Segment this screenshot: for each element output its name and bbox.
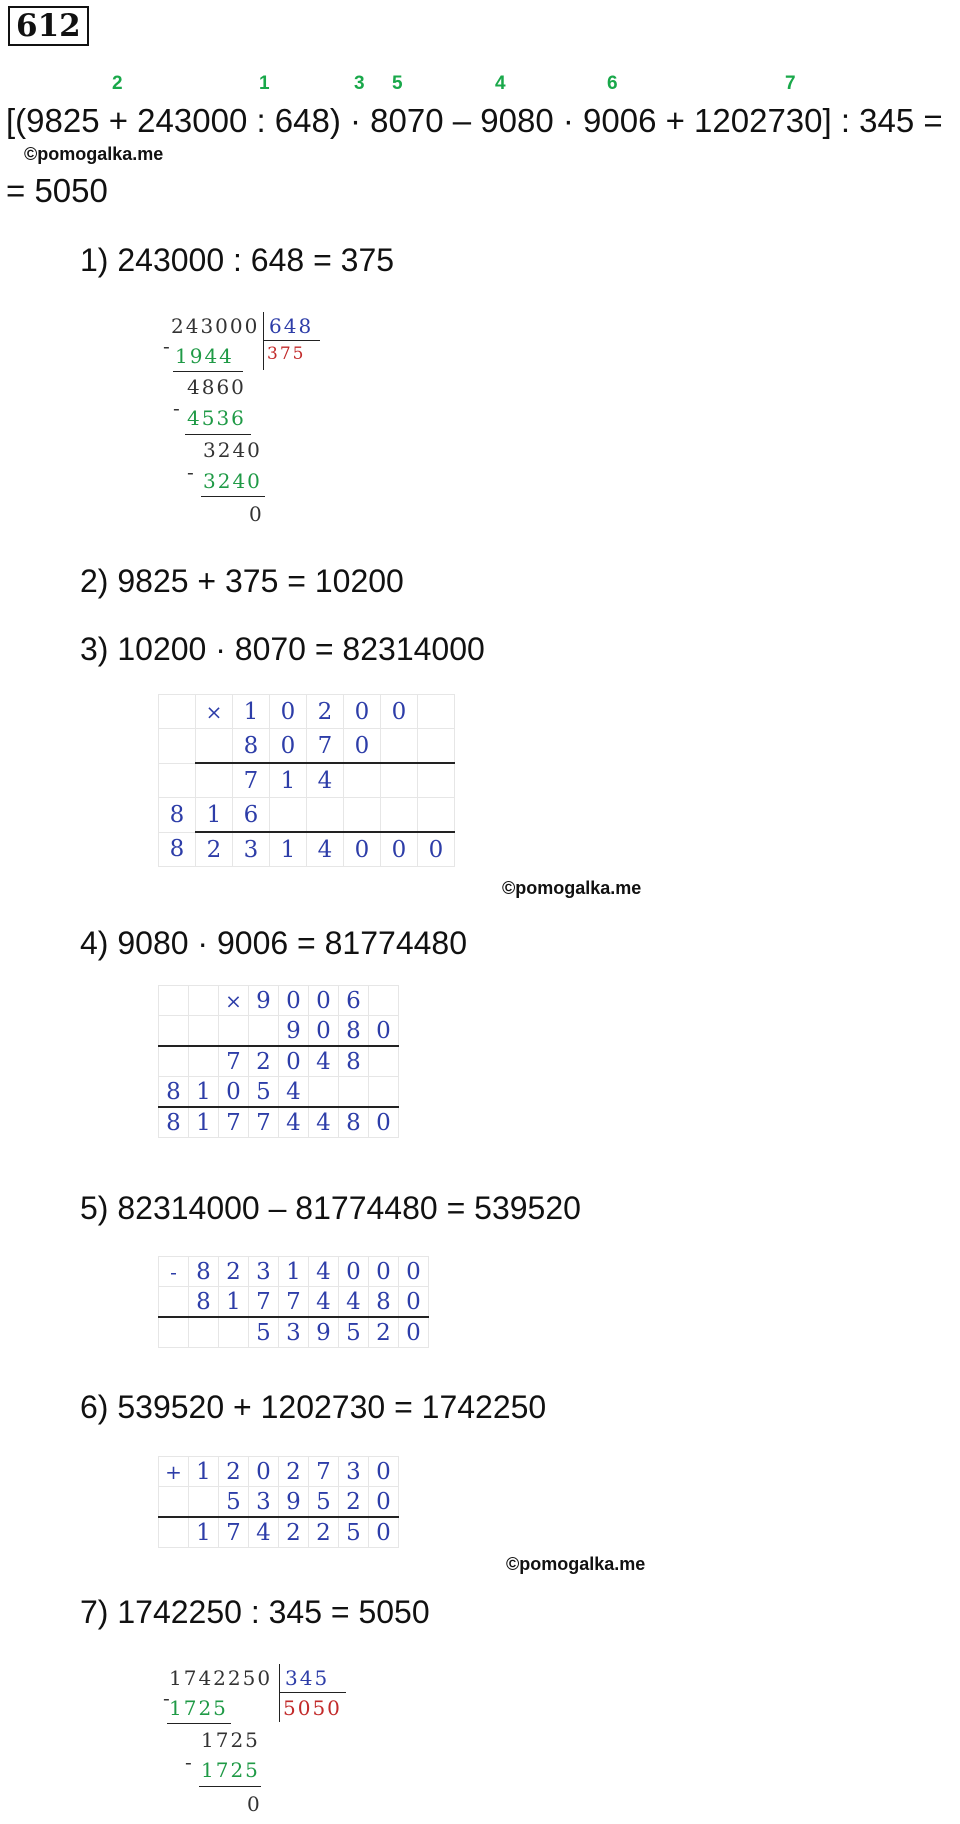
grid-cell: [418, 695, 455, 729]
grid-cell: 8: [369, 1287, 399, 1318]
grid-cell: 3: [339, 1457, 369, 1487]
grid-cell: 0: [270, 729, 307, 764]
long-division-1: 243000 648 375 - 1944 4860 - 4536 3240 - 3240 0: [163, 310, 323, 530]
grid-cell: 9: [279, 1016, 309, 1047]
grid-cell: [159, 1457, 189, 1487]
grid-cell: 1: [270, 763, 307, 798]
grid-cell: 1: [189, 1077, 219, 1108]
grid-cell: [339, 1077, 369, 1108]
grid-cell: 8: [189, 1287, 219, 1318]
grid-cell: 0: [369, 1487, 399, 1518]
grid-cell: [344, 798, 381, 833]
order-number: 2: [112, 73, 123, 94]
grid-row: [159, 1457, 399, 1487]
grid-cell: 1: [270, 832, 307, 867]
grid-cell: [189, 986, 219, 1016]
grid-cell: [189, 1046, 219, 1077]
grid-cell: 4: [279, 1077, 309, 1108]
grid-cell: 0: [249, 1457, 279, 1487]
grid-cell: [369, 986, 399, 1016]
grid-cell: 0: [279, 986, 309, 1016]
problem-number: 612: [8, 6, 89, 46]
grid-cell: 5: [339, 1317, 369, 1348]
grid-cell: 6: [233, 798, 270, 833]
grid-cell: 0: [279, 1046, 309, 1077]
order-number: 5: [392, 73, 403, 94]
grid-cell: 0: [418, 832, 455, 867]
grid-cell: 2: [219, 1257, 249, 1287]
grid-cell: 0: [309, 986, 339, 1016]
grid-cell: [307, 798, 344, 833]
main-expression: [(9825 + 243000 : 648) · 8070 – 9080 · 9006 + 1202730] : 345 =: [6, 102, 943, 139]
grid-cell: [159, 986, 189, 1016]
division-row: 1725: [201, 1758, 260, 1782]
grid-cell: 2: [307, 695, 344, 729]
step-5: 5) 82314000 – 81774480 = 539520: [80, 1190, 581, 1226]
step-3: 3) 10200 · 8070 = 82314000: [80, 631, 485, 667]
grid-cell: [381, 729, 418, 764]
order-number: 3: [354, 73, 365, 94]
grid-cell: [189, 1487, 219, 1518]
order-number: 4: [495, 73, 506, 94]
grid-cell: 5: [309, 1487, 339, 1518]
grid-cell: 1: [189, 1107, 219, 1138]
grid-cell: [189, 1016, 219, 1047]
grid-cell: 0: [381, 695, 418, 729]
division-row: 1944: [175, 344, 234, 368]
division-row: 4860: [187, 375, 246, 399]
grid-cell: 8: [339, 1016, 369, 1047]
grid-cell: 5: [339, 1517, 369, 1548]
grid-cell: [369, 1077, 399, 1108]
multiplication-grid-2: [158, 985, 399, 1138]
grid-cell: 4: [309, 1287, 339, 1318]
grid-cell: 7: [219, 1046, 249, 1077]
grid-cell: 2: [339, 1487, 369, 1518]
grid-cell: [270, 798, 307, 833]
operator-sign: ×: [205, 699, 223, 724]
grid-cell: 2: [309, 1517, 339, 1548]
grid-cell: 0: [344, 695, 381, 729]
grid-cell: 8: [339, 1046, 369, 1077]
grid-cell: 1: [189, 1517, 219, 1548]
grid-cell: 4: [249, 1517, 279, 1548]
grid-cell: 7: [307, 729, 344, 764]
grid-cell: 0: [399, 1257, 429, 1287]
grid-cell: 2: [369, 1317, 399, 1348]
grid-row: [159, 1107, 399, 1138]
quotient: 5050: [283, 1696, 342, 1720]
grid-row: [159, 695, 455, 729]
grid-cell: [381, 763, 418, 798]
subtraction-grid: [158, 1256, 429, 1348]
grid-cell: 8: [189, 1257, 219, 1287]
grid-cell: 8: [159, 832, 196, 867]
grid-cell: 7: [249, 1107, 279, 1138]
grid-cell: 0: [339, 1257, 369, 1287]
grid-cell: 9: [279, 1487, 309, 1518]
grid-row: [159, 1487, 399, 1518]
grid-cell: 0: [369, 1517, 399, 1548]
grid-row: [159, 832, 455, 867]
grid-cell: 4: [309, 1046, 339, 1077]
result-line: = 5050: [6, 172, 108, 209]
grid-cell: 3: [233, 832, 270, 867]
grid-cell: 7: [309, 1457, 339, 1487]
grid-cell: 4: [339, 1287, 369, 1318]
grid-cell: 9: [309, 1317, 339, 1348]
order-number: 1: [259, 73, 270, 94]
grid-cell: [219, 1317, 249, 1348]
division-row: 1725: [169, 1696, 228, 1720]
grid-cell: [418, 798, 455, 833]
grid-row: [159, 1317, 429, 1348]
grid-cell: 5: [249, 1077, 279, 1108]
grid-cell: 0: [369, 1457, 399, 1487]
grid-cell: 0: [369, 1016, 399, 1047]
grid-cell: [219, 1016, 249, 1047]
grid-cell: [159, 1016, 189, 1047]
grid-cell: 1: [279, 1257, 309, 1287]
addition-grid: [158, 1456, 399, 1548]
dividend: 243000: [171, 314, 260, 338]
grid-cell: 7: [279, 1287, 309, 1318]
quotient: 375: [267, 344, 306, 364]
watermark: ©pomogalka.me: [502, 878, 642, 898]
division-row: 3240: [203, 438, 262, 462]
grid-cell: [196, 729, 233, 764]
grid-cell: 4: [279, 1107, 309, 1138]
division-row: 4536: [187, 406, 246, 430]
operator-sign: +: [165, 1459, 182, 1484]
grid-cell: 7: [249, 1287, 279, 1318]
grid-cell: 8: [159, 1107, 189, 1138]
grid-cell: 0: [399, 1317, 429, 1348]
grid-cell: 7: [219, 1107, 249, 1138]
grid-cell: 0: [344, 832, 381, 867]
grid-cell: 9: [249, 986, 279, 1016]
grid-cell: [159, 1257, 189, 1287]
grid-cell: 0: [309, 1016, 339, 1047]
grid-row: [159, 798, 455, 833]
grid-row: [159, 729, 455, 764]
grid-cell: [159, 763, 196, 798]
grid-cell: [159, 1046, 189, 1077]
grid-cell: 7: [233, 763, 270, 798]
division-row: 3240: [203, 469, 262, 493]
divisor: 345: [285, 1666, 330, 1690]
step-7: 7) 1742250 : 345 = 5050: [80, 1594, 430, 1630]
grid-row: [159, 1517, 399, 1548]
grid-cell: 2: [249, 1046, 279, 1077]
grid-cell: 3: [279, 1317, 309, 1348]
division-row: 1725: [201, 1728, 260, 1752]
grid-cell: 0: [369, 1107, 399, 1138]
step-2: 2) 9825 + 375 = 10200: [80, 563, 404, 599]
grid-cell: 1: [219, 1287, 249, 1318]
grid-cell: [196, 695, 233, 729]
grid-cell: 4: [307, 763, 344, 798]
grid-cell: 8: [159, 798, 196, 833]
grid-cell: 2: [279, 1517, 309, 1548]
grid-cell: [196, 763, 233, 798]
division-row: 0: [249, 502, 264, 526]
grid-cell: 2: [196, 832, 233, 867]
grid-cell: 0: [270, 695, 307, 729]
grid-cell: [159, 1317, 189, 1348]
grid-cell: [219, 986, 249, 1016]
division-row: 0: [247, 1792, 262, 1816]
grid-cell: 2: [219, 1457, 249, 1487]
multiplication-grid-1: [158, 694, 455, 867]
divisor: 648: [269, 314, 314, 338]
dividend: 1742250: [169, 1666, 273, 1690]
grid-cell: 1: [196, 798, 233, 833]
grid-cell: 6: [339, 986, 369, 1016]
grid-cell: 0: [219, 1077, 249, 1108]
step-4: 4) 9080 · 9006 = 81774480: [80, 925, 467, 961]
step-6: 6) 539520 + 1202730 = 1742250: [80, 1389, 547, 1425]
grid-cell: [249, 1016, 279, 1047]
long-division-2: 1742250 345 5050 - 1725 1725 - 1725 0: [163, 1662, 363, 1822]
grid-cell: [159, 729, 196, 764]
grid-cell: [309, 1077, 339, 1108]
grid-cell: 0: [344, 729, 381, 764]
grid-row: [159, 763, 455, 798]
operator-sign: ×: [225, 988, 242, 1013]
grid-cell: 1: [189, 1457, 219, 1487]
grid-cell: 2: [279, 1457, 309, 1487]
order-number: 6: [607, 73, 618, 94]
grid-cell: [381, 798, 418, 833]
grid-cell: [418, 763, 455, 798]
grid-cell: 8: [339, 1107, 369, 1138]
grid-cell: [159, 695, 196, 729]
grid-row: [159, 1016, 399, 1047]
grid-cell: [189, 1317, 219, 1348]
grid-cell: 0: [399, 1287, 429, 1318]
grid-row: [159, 986, 399, 1016]
grid-cell: 5: [249, 1317, 279, 1348]
grid-cell: 7: [219, 1517, 249, 1548]
grid-cell: 3: [249, 1487, 279, 1518]
watermark: ©pomogalka.me: [506, 1554, 646, 1574]
grid-cell: 4: [309, 1257, 339, 1287]
grid-cell: 8: [233, 729, 270, 764]
grid-cell: [159, 1287, 189, 1318]
grid-cell: 0: [381, 832, 418, 867]
order-number: 7: [785, 73, 796, 94]
grid-row: [159, 1077, 399, 1108]
grid-row: [159, 1046, 399, 1077]
watermark: ©pomogalka.me: [24, 144, 164, 164]
grid-cell: 3: [249, 1257, 279, 1287]
step-1: 1) 243000 : 648 = 375: [80, 242, 395, 278]
grid-cell: [159, 1487, 189, 1518]
grid-cell: [369, 1046, 399, 1077]
grid-cell: 5: [219, 1487, 249, 1518]
grid-row: [159, 1257, 429, 1287]
operator-sign: -: [170, 1259, 177, 1284]
grid-cell: [418, 729, 455, 764]
grid-cell: 1: [233, 695, 270, 729]
grid-cell: [159, 1517, 189, 1548]
grid-row: [159, 1287, 429, 1318]
grid-cell: 0: [369, 1257, 399, 1287]
grid-cell: [344, 763, 381, 798]
grid-cell: 8: [159, 1077, 189, 1108]
grid-cell: 4: [309, 1107, 339, 1138]
grid-cell: 4: [307, 832, 344, 867]
